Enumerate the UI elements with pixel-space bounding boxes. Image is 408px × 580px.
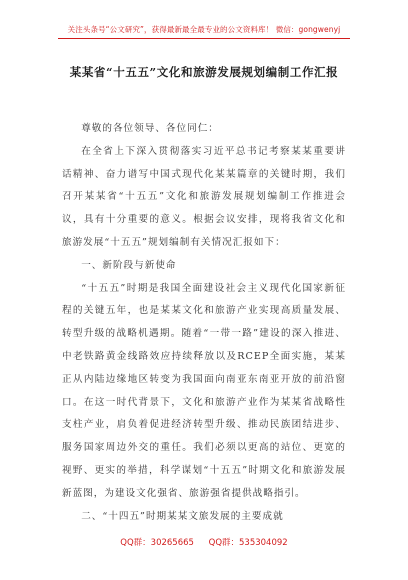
qq-group-2: QQ群：535304092	[208, 538, 288, 548]
qq-group-1: QQ群：30265665	[120, 538, 194, 548]
header-banner: 关注头条号“公文研究”，获得最新最全最专业的公文资料库！ 微信：gongwenyj	[67, 25, 341, 34]
paragraph-intro: 在全省上下深入贯彻落实习近平总书记考察某某重要讲话精神、奋力谱写中国式现代化某某篇章的关键时期，我们召开某某省“十五五”文化和旅游发展规划编制工作推进会议，具有十分重要的意义。根据会议安排，现将我省文化和旅游发展“十五五”规划编制有关情况汇报如下：	[62, 145, 346, 248]
header-divider	[58, 38, 350, 39]
section-heading-1: 一、新阶段与新使命	[81, 259, 177, 271]
section-heading-2: 二、“十四五”时期某某文旅发展的主要成就	[81, 510, 284, 522]
document-body	[62, 118, 346, 528]
paragraph-new-stage: “十五五”时期是我国全面建设社会主义现代化国家新征程的关键五年，也是某某文化和旅游产业实现高质量发展、转型升级的战略机遇期。随着“一带一路”建设的深入推进、中老铁路黄金线路效应持续释放以及RCEP全面实施，某某正从内陆边缘地区转变为我国面向南亚东南亚开放的前沿窗口。在这一时代背景下，文化和旅游产业作为某某省战略性支柱产业，肩负着促进经济转型升级、推动民族团结进步、服务国家周边外交的重任。我们必须以更高的站位、更宽的视野、更实的举措，科学谋划“十五五”时期文化和旅游发展新蓝图，为建设文化强省、旅游强省提供战略指引。	[62, 282, 346, 499]
salutation: 尊敬的各位领导、各位同仁：	[81, 123, 219, 134]
document-title: 某某省“十五五”文化和旅游发展规划编制工作汇报	[69, 65, 339, 79]
footer-contact	[0, 536, 408, 548]
